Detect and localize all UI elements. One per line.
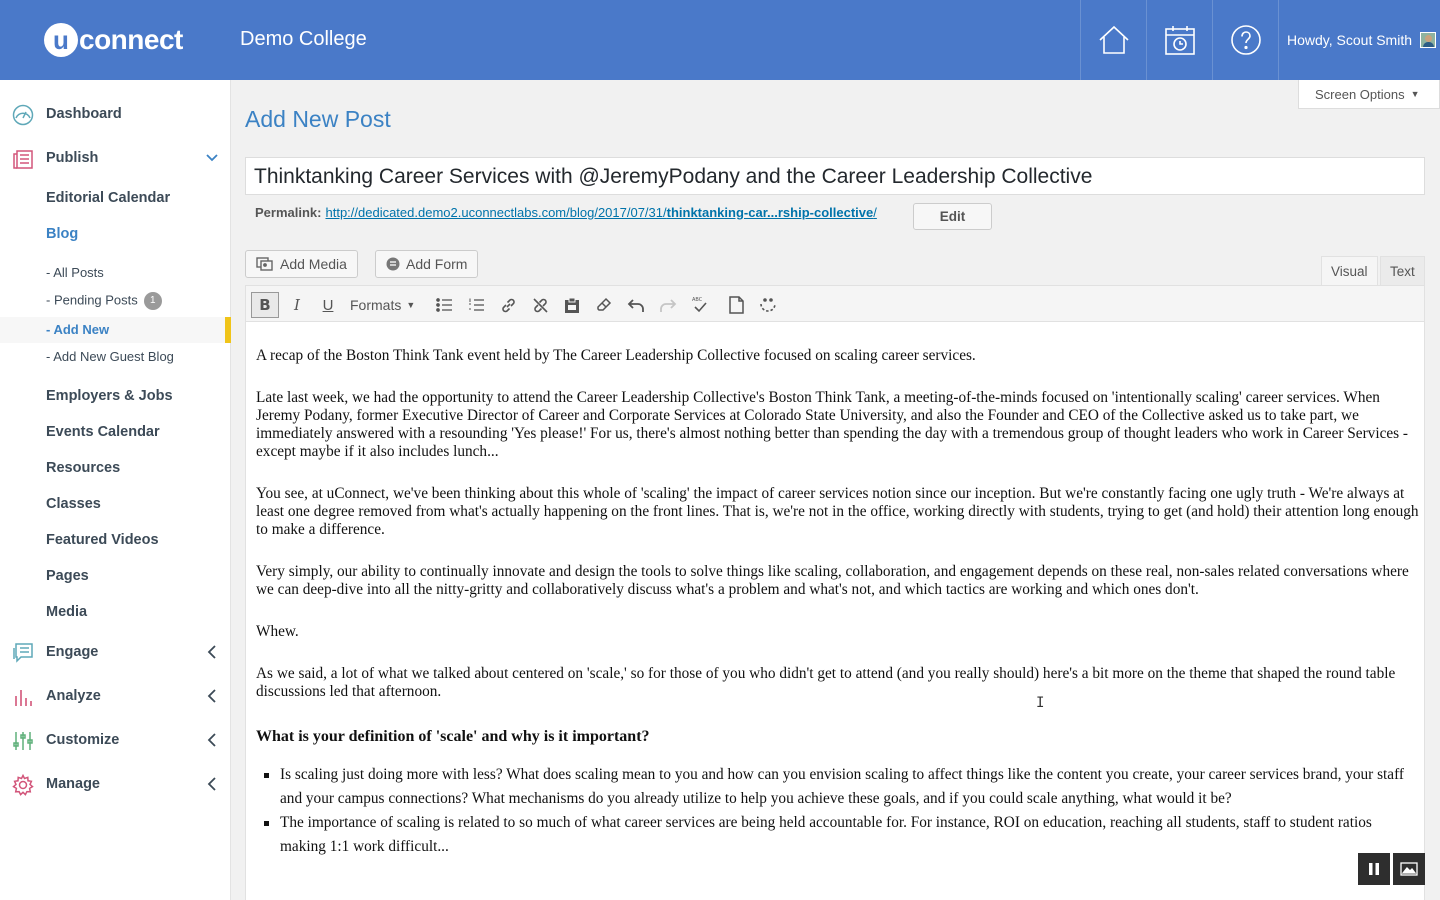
calendar-button[interactable] [1146, 0, 1212, 80]
analyze-bar-chart-icon [12, 686, 34, 708]
logo-u-mark: u [44, 23, 78, 57]
main-content [231, 80, 1440, 900]
picture-in-picture-icon [1400, 862, 1418, 876]
add-form-label: Add Form [406, 256, 468, 272]
list-item: Is scaling just doing more with less? What does scaling mean to you and how can you envision scaling to affect things like the content you create, your career services brand, your staff and your campus connections? What mechanisms do you already utilize to help you achieve these goals, and if you could scale anything, what would it be? [256, 763, 1421, 811]
paragraph: You see, at uConnect, we've been thinking about this whole of 'scaling' the impact of career services notion since our inception. But we're constantly facing one ugly truth - We're always at least one degree removed from what's actually happening on the front lines. That is, we're not in the office, working directly with students, trying to get (and hold) their attention long enough to make a difference. [256, 485, 1419, 538]
dashboard-gauge-icon [12, 104, 34, 126]
permalink-label: Permalink: [255, 205, 322, 220]
page-title: Add New Post [245, 106, 391, 132]
italic-button[interactable]: I [294, 296, 300, 314]
screen-options-label: Screen Options [1315, 86, 1405, 102]
bullet-list [256, 763, 1421, 859]
sidebar-item-engage[interactable] [0, 634, 231, 670]
chevron-left-icon [205, 776, 219, 792]
calendar-clock-icon [1164, 24, 1196, 56]
sidebar-item-featured-videos[interactable]: Featured Videos [46, 532, 159, 548]
numbered-list-button[interactable] [465, 292, 487, 318]
sidebar-item-label: Engage [46, 644, 99, 660]
help-button[interactable] [1212, 0, 1278, 80]
sidebar-item-classes[interactable]: Classes [46, 496, 101, 512]
list-item: The importance of scaling is related to so much of what career services are being held accountable for. For instance, ROI on education, reaching all students, staff to student ratios making 1:1 work difficult... [256, 811, 1421, 859]
engage-chat-icon [12, 642, 34, 664]
eraser-icon [596, 297, 612, 313]
editor-content[interactable] [256, 322, 1421, 859]
formats-dropdown[interactable] [350, 292, 415, 318]
emoji-icon [759, 298, 777, 312]
bulleted-list-button[interactable] [433, 292, 455, 318]
paragraph: Whew. [256, 623, 299, 640]
sidebar-item-label: Manage [46, 776, 100, 792]
spellcheck-icon [691, 296, 709, 314]
redo-button[interactable] [657, 292, 679, 318]
add-media-button[interactable] [245, 250, 358, 278]
post-title-input[interactable]: Thinktanking Career Services with @JeremyPodany and the Career Leadership Collective [245, 157, 1425, 195]
unlink-icon [532, 297, 549, 314]
sidebar-item-label: Dashboard [46, 106, 122, 122]
insert-link-button[interactable] [497, 292, 519, 318]
pause-button[interactable] [1358, 853, 1390, 885]
add-media-label: Add Media [280, 256, 347, 272]
permalink-end: / [873, 205, 877, 220]
logo-text: connect [79, 24, 183, 55]
text-cursor-icon: I [1036, 695, 1045, 711]
help-icon [1230, 24, 1262, 56]
manage-gear-icon [12, 774, 34, 796]
sidebar-item-label: Customize [46, 732, 120, 748]
page-icon [729, 296, 744, 314]
pending-count-badge: 1 [144, 292, 162, 310]
bold-button[interactable]: B [251, 292, 279, 318]
permalink-slug: thinktanking-car...rship-collective [666, 205, 874, 220]
form-icon [386, 257, 400, 271]
picture-in-picture-button[interactable] [1393, 853, 1425, 885]
sidebar-item-editorial-calendar[interactable]: Editorial Calendar [46, 190, 171, 206]
tab-visual[interactable]: Visual [1321, 256, 1378, 286]
greeting-text: Howdy, Scout Smith [1287, 32, 1413, 48]
underline-button[interactable]: U [322, 296, 334, 314]
sidebar-item-label: Analyze [46, 688, 101, 704]
sidebar [0, 80, 231, 900]
caret-down-icon: ▼ [406, 300, 416, 310]
remove-link-button[interactable] [529, 292, 551, 318]
undo-icon [627, 298, 645, 313]
sidebar-item-analyze[interactable] [0, 678, 231, 714]
sidebar-item-add-new-guest-blog[interactable]: - Add New Guest Blog [46, 349, 174, 364]
editor-toolbar [246, 286, 1424, 322]
spellcheck-button[interactable] [689, 292, 711, 318]
pause-icon [1367, 862, 1381, 876]
permalink-row [255, 205, 877, 220]
edit-permalink-button[interactable]: Edit [913, 203, 992, 230]
screen-options-button[interactable] [1298, 80, 1440, 109]
undo-button[interactable] [625, 292, 647, 318]
editor [245, 285, 1425, 900]
section-heading: What is your definition of 'scale' and why is it important? [256, 728, 650, 745]
link-icon [500, 297, 517, 314]
active-indicator [0, 317, 231, 343]
paste-button[interactable] [561, 292, 583, 318]
sidebar-item-publish[interactable] [0, 140, 231, 176]
sidebar-item-pages[interactable]: Pages [46, 568, 89, 584]
media-icon [256, 256, 274, 272]
tab-text[interactable]: Text [1380, 256, 1425, 286]
add-form-button[interactable] [375, 250, 478, 278]
publish-newspaper-icon [12, 148, 34, 170]
sidebar-item-dashboard[interactable] [0, 96, 231, 132]
customize-sliders-icon [12, 730, 34, 752]
top-bar [0, 0, 1440, 80]
permalink-link[interactable] [325, 205, 876, 220]
svg-text:ABC: ABC [692, 297, 703, 303]
sidebar-item-pending-posts[interactable] [46, 292, 162, 310]
numbered-list-icon [468, 298, 484, 312]
sidebar-item-media[interactable]: Media [46, 604, 88, 620]
redo-icon [659, 298, 677, 313]
uconnect-logo[interactable] [44, 22, 183, 58]
insert-page-button[interactable] [725, 292, 747, 318]
paragraph: Late last week, we had the opportunity to attend the Career Leadership Collective's Boston Think Tank, a meeting-of-the-minds focused on 'intentionally scaling' career services. When Jeremy Podany, former Executive Director of Career and Corporate Services at Colorado State University, and also the Founder and CEO of the Collective asked us to take part, we immediately answered with a resounding 'Yes please!' For us, there's almost nothing better than spending the day with a tremendous group of thought leaders who work in Career Services - except maybe if it also includes lunch... [256, 389, 1409, 460]
sidebar-item-employers-jobs[interactable]: Employers & Jobs [46, 388, 173, 404]
sidebar-item-resources[interactable]: Resources [46, 460, 121, 476]
clear-formatting-button[interactable] [593, 292, 615, 318]
caret-down-icon: ▼ [1410, 89, 1420, 99]
chevron-left-icon [205, 644, 219, 660]
college-name: Demo College [240, 28, 367, 50]
paragraph: Very simply, our ability to continually innovate and design the tools to solve things like scaling, collaboration, and engagement depends on these real, non-sales related conversations where we can deep-dive into all the nitty-gritty and collaboratively discuss what's a problem and what's not, and which tactics are working and which ones don't. [256, 563, 1409, 598]
paragraph: A recap of the Boston Think Tank event held by The Career Leadership Collective focused on scaling career services. [256, 347, 976, 364]
sidebar-item-all-posts[interactable]: - All Posts [46, 265, 104, 280]
sidebar-item-manage[interactable] [0, 766, 231, 802]
permalink-base: http://dedicated.demo2.uconnectlabs.com/blog/2017/07/31/ [325, 205, 667, 220]
home-button[interactable] [1080, 0, 1146, 80]
chevron-left-icon [205, 732, 219, 748]
clipboard-icon [564, 297, 580, 314]
home-icon [1098, 25, 1130, 55]
sidebar-item-events-calendar[interactable]: Events Calendar [46, 424, 160, 440]
emoji-button[interactable] [757, 292, 779, 318]
sidebar-item-label: - Pending Posts [46, 292, 138, 308]
user-menu[interactable] [1278, 0, 1440, 80]
chevron-left-icon [205, 688, 219, 704]
sidebar-item-customize[interactable] [0, 722, 231, 758]
avatar [1420, 32, 1436, 48]
bulleted-list-icon [436, 298, 452, 312]
paragraph: As we said, a lot of what we talked about centered on 'scale,' so for those of you who didn't get to attend (and you really should) here's a bit more on the theme that shaped the round table discussions led that afternoon. [256, 665, 1396, 700]
sidebar-item-add-new[interactable]: - Add New [46, 322, 110, 337]
sidebar-item-blog[interactable]: Blog [46, 226, 79, 242]
chevron-down-icon [205, 150, 219, 166]
formats-label: Formats [350, 297, 402, 313]
sidebar-item-label: Publish [46, 150, 99, 166]
